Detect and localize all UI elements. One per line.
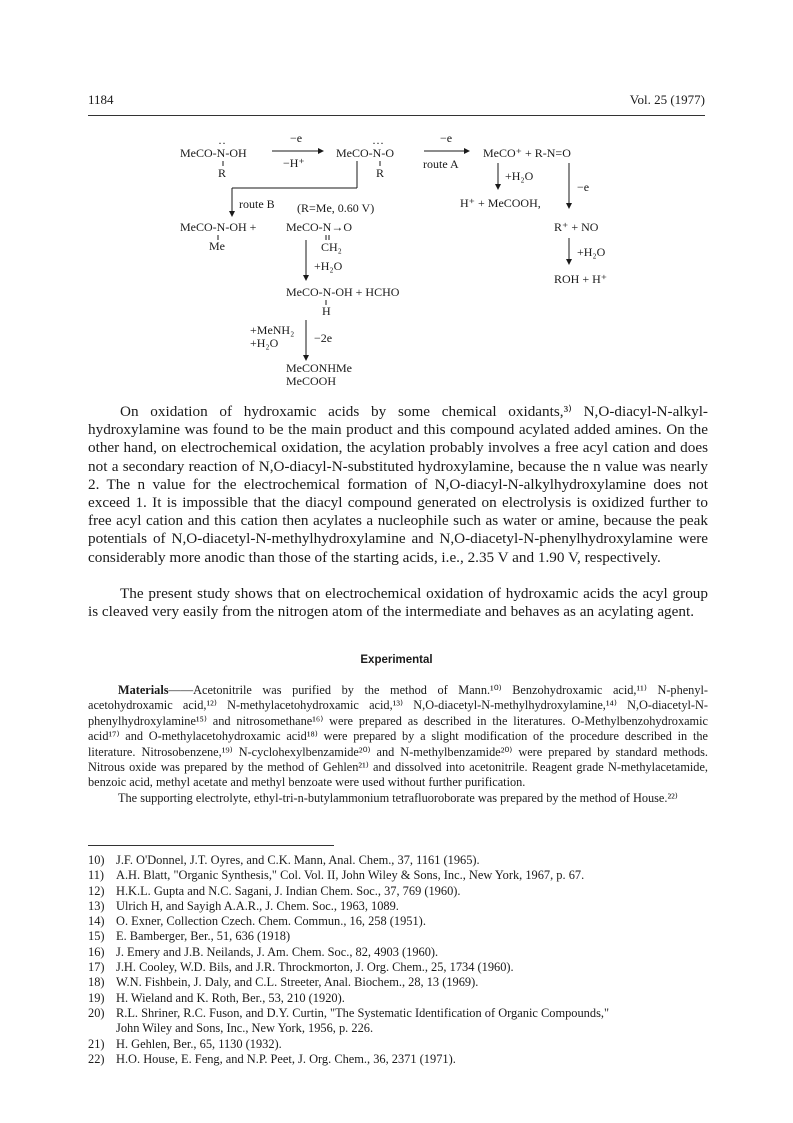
arrow1-top: −e [290, 131, 303, 145]
materials-label: Materials [118, 683, 169, 697]
electrolyte-paragraph: The supporting electrolyte, ethyl-tri-n-butylammonium tetrafluoroborate was prepared by the method of House.²²⁾ [118, 790, 678, 805]
lone-pair-dots: ·· [218, 136, 226, 150]
h2o-right: +H₂O [577, 245, 606, 259]
b-right-ch2: CH₂ [321, 240, 342, 254]
reference-item: 20) R.L. Shriner, R.C. Fuson, and D.Y. Curtin, "The Systematic Identification of Organic Compounds," [88, 1005, 610, 1020]
reference-item: 17) J.H. Cooley, W.D. Bils, and J.R. Throckmorton, J. Org. Chem., 25, 1734 (1960). [88, 960, 514, 975]
reference-item: 12) H.K.L. Gupta and N.C. Sagani, J. Indian Chem. Soc., 37, 769 (1960). [88, 883, 461, 898]
materials-text: Acetonitrile was purified by the method of Mann.¹⁰⁾ Benzohydroxamic acid,¹¹⁾ N-phenyl-acetohydroxamic acid,¹²⁾ N-methylacetohydroxamic acid,¹³⁾ N,O-diacetyl-N-methylhydroxylamine,¹⁴⁾ N,O-diacetyl-N-phenylhydroxylamine¹⁵⁾ and nitrosomethane¹⁶⁾ were prepared as described in the literatures. O-Methylbenzohydroxamic acid¹⁷⁾ and O-methylacetohydroxamic acid¹⁸⁾ were prepared by a slight modification of the procedure described in the literature. Nitrosobenzene,¹⁹⁾ N-cyclohexylbenzamide²⁰⁾ and N-methylbenzamide²⁰⁾ were prepared by standard methods. Nitrous oxide was prepared by the method of Gehlen²¹⁾ and dissolved into acetonitrile. Reagent grade N-methylacetamide, benzoic acid, methyl acetate and methyl benzoate were used without further purification. [88, 683, 708, 790]
roh-products: ROH + H⁺ [554, 272, 608, 286]
menh2: +MeNH₂ [250, 323, 295, 337]
reaction-scheme-svg [0, 0, 793, 400]
condition-label: (R=Me, 0.60 V) [297, 201, 375, 215]
r-plus-no: R⁺ + NO [554, 220, 599, 234]
arrow2-top: −e [440, 131, 453, 145]
experimental-heading: Experimental [360, 654, 433, 666]
scheme-start-r: R [218, 166, 227, 180]
minus-e-right: −e [577, 180, 590, 194]
arrow2-bottom: route A [423, 157, 459, 171]
reference-item: 18) W.N. Fishbein, J. Daly, and C.L. Streeter, Anal. Biochem., 28, 13 (1969). [88, 975, 479, 990]
arrow1-bottom: −H⁺ [283, 156, 305, 170]
reference-item: 21) H. Gehlen, Ber., 65, 1130 (1932). [88, 1036, 282, 1051]
references-list [88, 853, 708, 1067]
paragraph-2-text: The present study shows that on electrochemical oxidation of hydroxamic acids the acyl group is cleaved very easily from the nitrogen atom of the intermediate and behaves as an acylating agent. [88, 585, 708, 621]
final-product-1: MeCONHMe [286, 361, 352, 375]
paragraph-1 [88, 403, 708, 567]
reference-item: 15) E. Bamberger, Ber., 51, 636 (1918) [88, 929, 291, 944]
materials-paragraph [88, 683, 708, 791]
radical-dots: ··· [372, 136, 384, 150]
route-b-label: route B [239, 197, 275, 211]
paragraph-2 [88, 585, 708, 621]
b-left: MeCO-N-OH + [180, 220, 257, 234]
reference-item: 13) Ulrich H, and Sayigh A.A.R., J. Chem. Soc., 1963, 1089. [88, 898, 399, 913]
h2o-3: +H₂O [250, 336, 279, 350]
reference-item: 19) H. Wieland and K. Roth, Ber., 53, 210 (1920). [88, 990, 345, 1005]
materials-section [88, 683, 708, 806]
reference-item: 10) J.F. O'Donnel, J.T. Oyres, and C.K. Mann, Anal. Chem., 37, 1161 (1965). [88, 853, 480, 867]
scheme-radical-r: R [376, 166, 385, 180]
b-right: MeCO-N→O [286, 220, 352, 234]
paragraph-1-text: On oxidation of hydroxamic acids by some chemical oxidants,³⁾ N,O-diacyl-N-alkyl-hydroxylamine was found to be the main product and this compound acylated added amines. On the other hand, on electrochemical oxidation, the acylation probably involves a free acyl cation and does not a secondary reaction of N,O-diacyl-N-substituted hydroxylamine, because the n value was nearly 2. The n value for the electrochemical formation of N,O-diacyl-N-alkylhydroxylamine does not exceed 1. It is impossible that the diacyl compound generated on electrolysis is oxidized further to free acyl cation and this cation then acylates a nucleophile such as water or amine, because the peak potentials of N,O-diacetyl-N-methylhydroxylamine and N,O-diacetyl-N-phenylhydroxylamine were considerably more anodic than those of the starting acids, i.e., 2.35 V and 1.90 V, respectively. [88, 403, 708, 566]
h2o-1: +H₂O [505, 169, 534, 183]
reference-continuation: John Wiley and Sons, Inc., New York, 1956, p. 226. [116, 1021, 374, 1036]
minus-2e: −2e [314, 331, 333, 345]
hydrolysis-products: MeCO-N-OH + HCHO [286, 285, 400, 299]
h2o-2: +H₂O [314, 259, 343, 273]
footnote-rule [88, 845, 334, 846]
acid-products: H⁺ + MeCOOH, [460, 196, 541, 210]
page-number: 1184 [88, 92, 114, 107]
reference-item: 16) J. Emery and J.B. Neilands, J. Am. Chem. Soc., 82, 4903 (1960). [88, 944, 439, 959]
b-left-me: Me [209, 239, 225, 253]
scheme-radical: MeCO-N-O [336, 146, 394, 160]
reaction-scheme [0, 0, 793, 400]
materials-dash: —— [168, 683, 194, 697]
reference-item: 14) O. Exner, Collection Czech. Chem. Commun., 16, 258 (1951). [88, 914, 426, 929]
final-product-2: MeCOOH [286, 374, 336, 388]
reference-item: 11) A.H. Blatt, "Organic Synthesis," Col. Vol. II, John Wiley & Sons, Inc., New York, 1967, p. 67. [88, 868, 585, 883]
scheme-start: MeCO-N-OH [180, 146, 247, 160]
reference-item: 22) H.O. House, E. Feng, and N.P. Peet, J. Org. Chem., 36, 2371 (1971). [88, 1051, 456, 1066]
acyl-products: MeCO⁺ + R-N=O [483, 146, 571, 160]
volume-label: Vol. 25 (1977) [629, 92, 705, 107]
hydrolysis-h: H [322, 304, 331, 318]
